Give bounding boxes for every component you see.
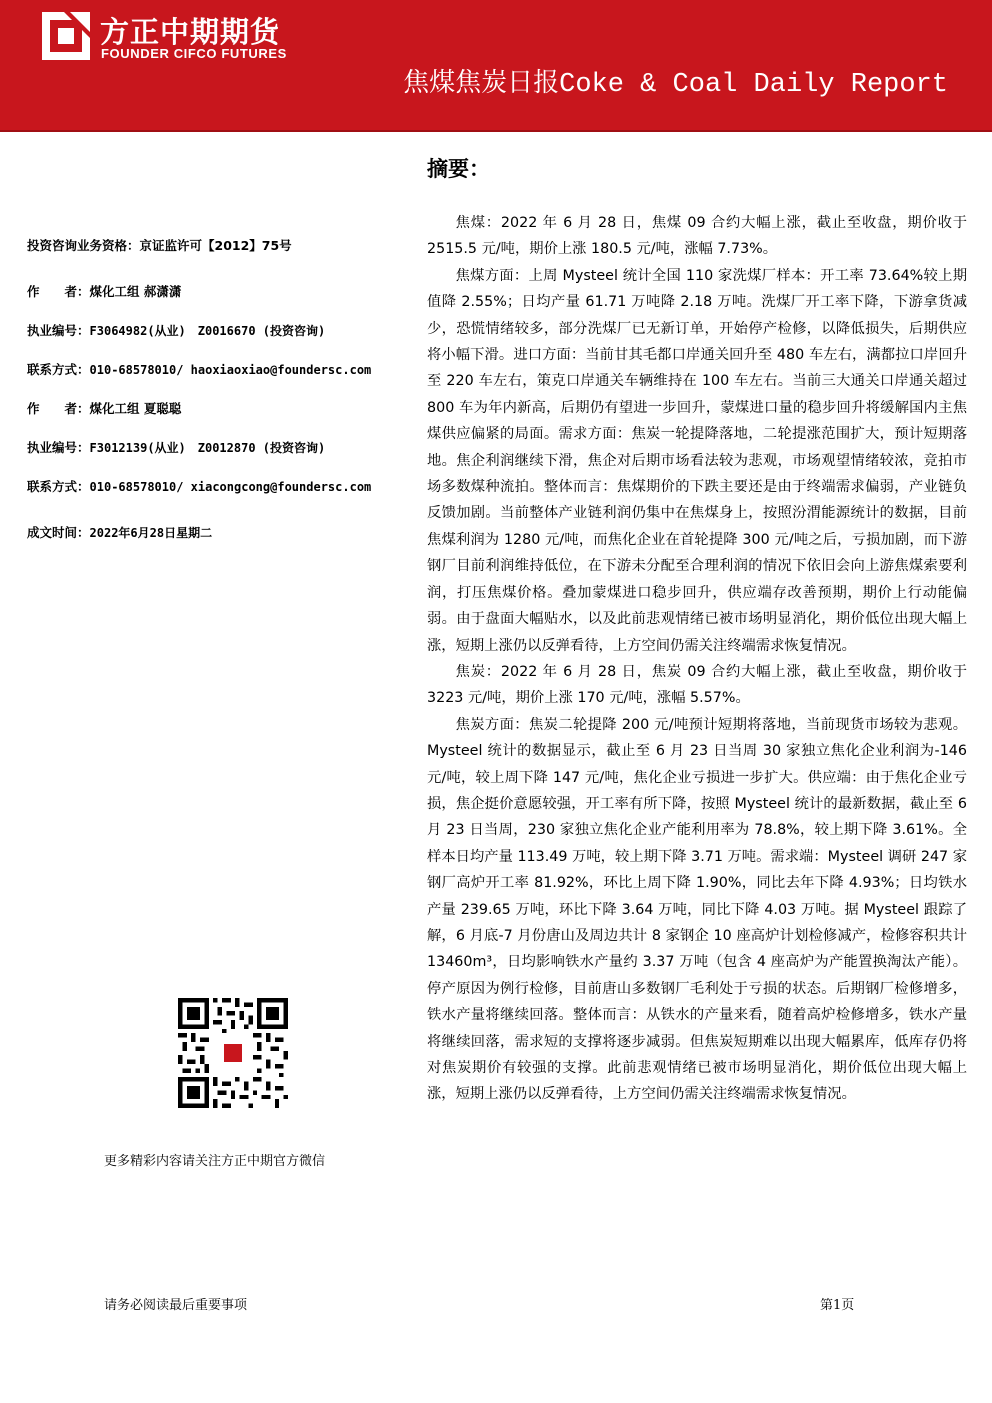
contact-value: 010-68578010/ haoxiaoxiao@foundersc.com xyxy=(89,363,372,377)
summary-body xyxy=(427,210,967,1108)
page-number: 第1页 xyxy=(820,1298,855,1313)
contact-value: 010-68578010/ xiacongcong@foundersc.com xyxy=(89,480,372,494)
author-label: 作 者： xyxy=(27,284,90,299)
company-name-en: FOUNDER CIFCO FUTURES xyxy=(101,46,287,61)
company-logo-icon xyxy=(42,12,90,60)
date-row xyxy=(27,523,212,543)
report-title xyxy=(403,62,948,100)
qr-code-icon[interactable] xyxy=(178,998,288,1108)
license-label: 执业编号： xyxy=(27,440,90,455)
author-row-2 xyxy=(27,399,181,419)
qualification: 投资咨询业务资格：京证监许可【2012】75号 xyxy=(27,238,292,253)
license-value: F3064982(从业) Z0016670 (投资咨询) xyxy=(89,324,326,338)
company-name-cn: 方正中期期货 xyxy=(100,15,281,49)
paragraph-coke-price: 焦炭：2022 年 6 月 28 日，焦炭 09 合约大幅上涨，截止至收盘，期价收于 3223 元/吨，期价上涨 170 元/吨，涨幅 5.57%。 xyxy=(427,663,967,707)
license-label: 执业编号： xyxy=(27,323,90,338)
license-value: F3012139(从业) Z0012870 (投资咨询) xyxy=(89,441,326,455)
paragraph-coke-analysis: 焦炭方面：焦炭二轮提降 200 元/吨预计短期将落地，当前现货市场较为悲观。Mysteel 统计的数据显示，截止至 6 月 23 日当周 30 家独立焦化企业利润为-146 元/吨，较上周下降 147 元/吨，焦化企业亏损进一步扩大。供应端：由于焦化企业亏损，焦企挺价意愿较强，开工率有所下降，按照 Mysteel 统计的最新数据，截止至 6 月 23 日当周，230 家独立焦化企业产能利用率为 78.8%，较上期下降 3.61%。全样本日均产量 113.49 万吨，较上期下降 3.71 万吨。需求端：Mysteel 调研 247 家钢厂高炉开工率 81.92%，环比上周下降 1.90%，同比去年下降 4.93%；日均铁水产量 239.65 万吨，环比下降 3.64 万吨，同比下降 4.03 万吨。据 Mysteel 跟踪了解，6 月底-7 月份唐山及周边共计 8 家钢企 10 座高炉计划检修减产，检修容积共计 13460m³，日均影响铁水产量约 3.37 万吨（包含 4 座高炉为产能置换淘汰产能）。停产原因为例行检修，目前唐山多数钢厂毛利处于亏损的状态。后期钢厂检修增多，铁水产量将继续回落。整体而言：从铁水的产量来看，随着高炉检修增多，铁水产量将继续回落，需求短的支撑将逐步减弱。但焦炭短期难以出现大幅累库，低库存仍将对焦炭期价有较强的支撑。此前悲观情绪已被市场明显消化，期价低位出现大幅上涨，短期上涨仍以反弹看待，上方空间仍需关注终端需求恢复情况。 xyxy=(427,716,967,1103)
license-row-2 xyxy=(27,438,325,458)
header-banner xyxy=(0,0,992,130)
footer-notice: 请务必阅读最后重要事项 xyxy=(104,1298,248,1313)
contact-row-2 xyxy=(27,477,371,497)
paragraph-coking-coal-analysis: 焦煤方面：上周 Mysteel 统计全国 110 家洗煤厂样本：开工率 73.64%较上期值降 2.55%；日均产量 61.71 万吨降 2.18 万吨。洗煤厂开工率下降，下游拿货减少，恐慌情绪较多，部分洗煤厂已无新订单，开始停产检修，以降低损失，后期供应将小幅下滑。进口方面：当前甘其毛都口岸通关回升至 480 车左右，满都拉口岸回升至 220 车左右，策克口岸通关车辆维持在 100 车左右。当前三大通关口岸通关超过 800 车为年内新高，后期仍有望进一步回升，蒙煤进口量的稳步回升将缓解国内主焦煤供应偏紧的局面。需求方面：焦炭一轮提降落地，二轮提涨范围扩大，预计短期落地。焦企利润继续下滑，焦企对后期市场看法较为悲观，市场观望情绪较浓，竞拍市场多数煤种流拍。整体而言：焦煤期价的下跌主要还是由于终端需求偏弱，产业链负反馈加剧。当前整体产业链利润仍集中在焦煤身上，按照汾渭能源统计的数据，目前焦煤利润为 1280 元/吨，而焦化企业在首轮提降 300 元/吨之后，亏损加剧，而下游钢厂目前利润维持低位，在下游未分配至合理利润的情况下依旧会向上游焦煤索要利润，打压焦煤价格。叠加蒙煤进口稳步回升，供应端存改善预期，期价上行动能偏弱。由于盘面大幅贴水，以及此前悲观情绪已被市场明显消化，期价低位出现大幅上涨，短期上涨仍以反弹看待，上方空间仍需关注终端需求恢复情况。 xyxy=(427,267,967,654)
paragraph-coking-coal-price: 焦煤：2022 年 6 月 28 日，焦煤 09 合约大幅上涨，截止至收盘，期价收于 2515.5 元/吨，期价上涨 180.5 元/吨，涨幅 7.73%。 xyxy=(427,215,967,258)
license-row-1 xyxy=(27,321,325,341)
header-divider xyxy=(0,130,992,132)
report-title-cn: 焦煤焦炭日报 xyxy=(403,68,560,98)
contact-label: 联系方式： xyxy=(27,479,90,494)
date-value: 2022年6月28日星期二 xyxy=(89,526,213,540)
date-label: 成文时间： xyxy=(27,525,90,540)
contact-row-1 xyxy=(27,360,371,380)
report-title-en: Coke & Coal Daily Report xyxy=(559,70,948,100)
qr-caption: 更多精彩内容请关注方正中期官方微信 xyxy=(104,1154,326,1169)
contact-label: 联系方式： xyxy=(27,362,90,377)
author-row-1 xyxy=(27,282,181,302)
author-label: 作 者： xyxy=(27,401,90,416)
summary-heading: 摘要： xyxy=(427,157,490,181)
author-name: 煤化工组 夏聪聪 xyxy=(89,401,182,416)
author-name: 煤化工组 郝潇潇 xyxy=(89,284,182,299)
